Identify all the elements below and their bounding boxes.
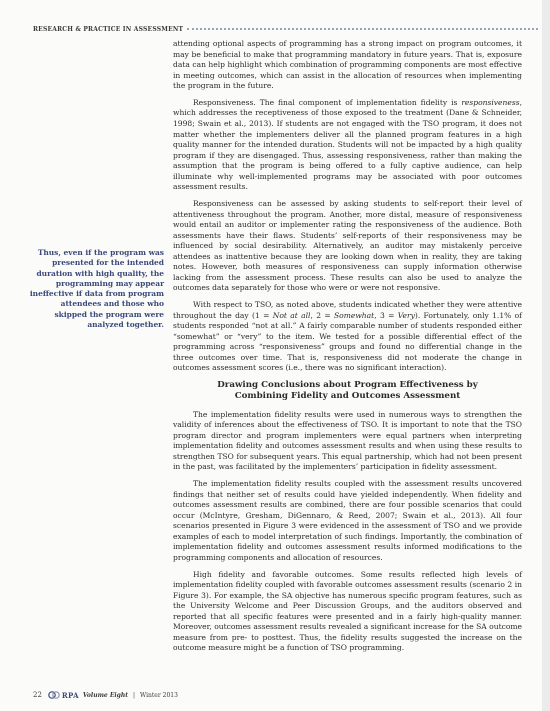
page-footer bbox=[33, 690, 178, 700]
volume-label: Volume Eight bbox=[82, 691, 129, 699]
page-edge bbox=[542, 0, 550, 711]
running-header bbox=[33, 24, 538, 34]
article-body bbox=[173, 39, 522, 654]
paragraph-fidelity-results: The implementation fidelity results were used in numerous ways to strengthen the validity of inferences about the effectiveness of TSO. It is important to note that the TSO program director and program implementers were equal partners when interpreting implementation fidelity and outcomes assessment results and when using these results to strengthen TSO for subsequent years. This equal partnership, which had not been present in the past, was facilitated by the implementers’ participation in fidelity assessment. bbox=[173, 409, 522, 472]
paragraph-four-scenarios: The implementation fidelity results coupled with the assessment results uncovered findings that neither set of results could have yielded independently. When fidelity and outcomes assessment results are combined, there are four possible scenarios that could occur (McIntyre, Gresham, DiGennaro, & Reed, 2007; Swain et al., 2013). All four scenarios presented in Figure 3 were evidenced in the assessment of TSO and we provide examples of each to model interpretation of such findings. Importantly, the combination of implementation fidelity and outcomes assessment results informed modifications to the programming components and allocation of resources. bbox=[173, 479, 522, 562]
rpa-logo: RPA bbox=[48, 690, 79, 700]
pull-quote: Thus, even if the program was presented for the intended duration with high quality, the programming may appear ineffective if data from program attendees and those who skipped the program were analyzed together. bbox=[29, 248, 164, 330]
rpa-swirl-icon bbox=[48, 690, 60, 700]
header-dotted-rule bbox=[187, 28, 538, 30]
paragraph-high-fidelity: High fidelity and favorable outcomes. Some results reflected high levels of implementation fidelity coupled with favorable outcomes assessment results (scenario 2 in Figure 3). For example, the SA objective has numerous specific program features, such as the University Welcome and Peer Discussion Groups, and the auditors observed and reported that all specific features were presented and in a fairly high-quality manner. Moreover, outcomes assessment results revealed a significant increase for the SA outcome measure from pre- to posttest. Thus, the fidelity results suggested the increase on the outcome measure might be a function of TSO programming. bbox=[173, 569, 522, 653]
paragraph-responsiveness: Responsiveness. The final component of implementation fidelity is responsiveness, which addresses the receptiveness of those exposed to the treatment (Dane & Schneider, 1998; Swain et al., 2013). If students are not engaged with the TSO program, it does not matter whether the implementers deliver all the planned program features in a high quality manner for the intended duration. Students will not be impacted by a high quality program if they are disengaged. Thus, assessing responsiveness, rather than making the assumption that the program is being offered to a fully captive audience, can help illuminate why well-implemented programs may be associated with poor outcomes assessment results. bbox=[173, 97, 522, 192]
issue-label: Winter 2013 bbox=[140, 691, 178, 699]
run-in-heading: Responsiveness. bbox=[193, 97, 256, 107]
section-title: RESEARCH & PRACTICE IN ASSESSMENT bbox=[33, 25, 184, 33]
paragraph-exposure: attending optional aspects of programming has a strong impact on program outcomes, it may be beneficial to make that programming mandatory in future years. That is, exposure data can help highlight which combination of programming components are most effective in meeting outcomes, which can assist in the allocation of resources when implementing the program in the future. bbox=[173, 39, 522, 91]
paragraph-self-report: Responsiveness can be assessed by asking students to self-report their level of attentiveness throughout the program. Another, more distal, measure of responsiveness would entail an auditor or implementer rating the responsiveness of the audience. Both assessments have their flaws. Students’ self-reports of their responsiveness may be influenced by social desirability. Alternatively, an auditor may mistakenly perceive attendees as inattentive because they are looking down when in reality, they are taking notes. However, both measures of responsiveness can supply information otherwise lacking from the assessment process. These results can also be used to analyze the outcomes data separately for those who were or were not responsive. bbox=[173, 199, 522, 293]
page-number: 22 bbox=[33, 691, 42, 699]
paragraph-tso-results: With respect to TSO, as noted above, students indicated whether they were attentive throughout the day (1 = Not at all, 2 = Somewhat, 3 = Very). Fortunately, only 1.1% of students responded “not at all.” A fairly comparable number of students responded either “somewhat” or “very” to the item. We tested for a possible differential effect of the programming across “responsiveness” groups and found no differential change in the three outcomes over time. That is, responsiveness did not moderate the change in outcomes assessment scores (i.e., there was no significant interaction). bbox=[173, 300, 522, 373]
section-heading: Drawing Conclusions about Program Effectiveness by Combining Fidelity and Outcomes Assessment bbox=[217, 380, 478, 402]
footer-separator: | bbox=[133, 691, 136, 699]
run-in-heading: High fidelity and favorable outcomes. bbox=[193, 569, 355, 579]
